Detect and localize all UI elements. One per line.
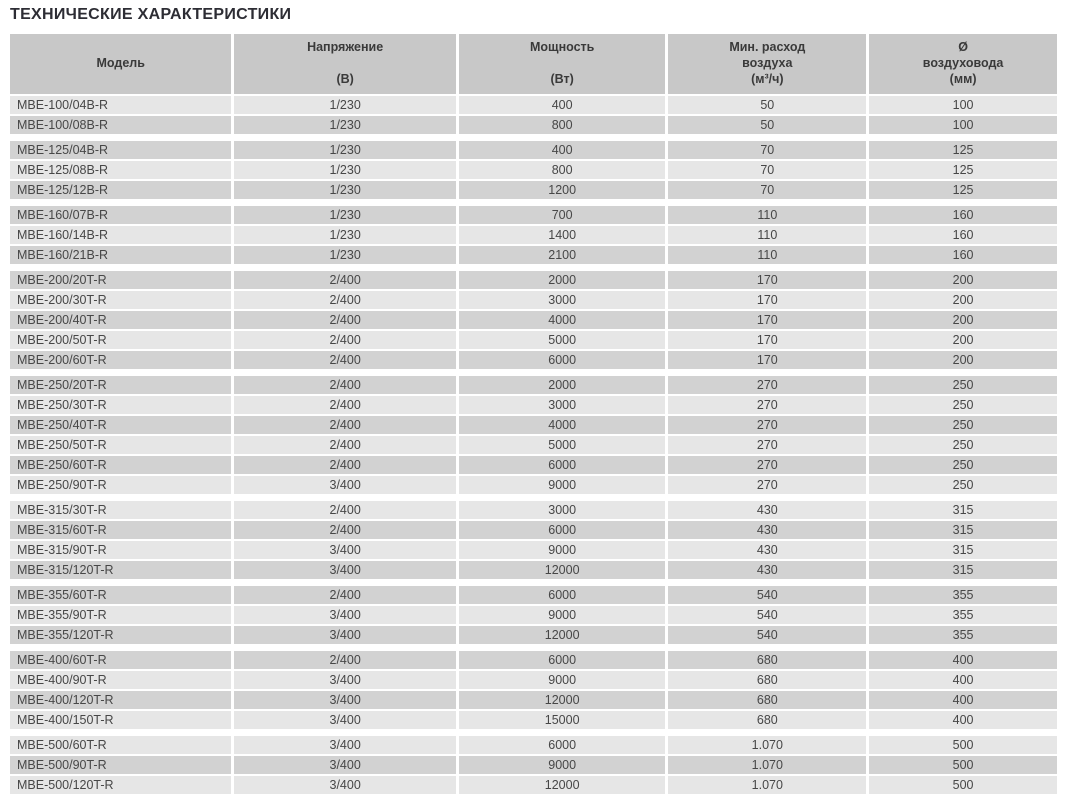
table-row [10, 311, 1057, 329]
diameter-cell: 200 [869, 291, 1057, 309]
voltage-cell: 1/230 [234, 246, 455, 264]
column-header-label: Модель [96, 56, 145, 70]
diameter-cell: 500 [869, 736, 1057, 754]
table-row [10, 226, 1057, 244]
table-row [10, 141, 1057, 159]
column-header-unit: (мм) [949, 72, 977, 86]
table-group [10, 736, 1057, 794]
diameter-cell: 200 [869, 311, 1057, 329]
model-cell: MBE-200/50T-R [10, 331, 231, 349]
voltage-cell: 2/400 [234, 586, 455, 604]
voltage-cell: 2/400 [234, 351, 455, 369]
table-row [10, 501, 1057, 519]
airflow-cell: 270 [668, 416, 866, 434]
model-cell: MBE-500/90T-R [10, 756, 231, 774]
model-cell: MBE-355/120T-R [10, 626, 231, 644]
diameter-cell: 400 [869, 691, 1057, 709]
airflow-cell: 270 [668, 436, 866, 454]
model-cell: MBE-200/30T-R [10, 291, 231, 309]
airflow-cell: 430 [668, 541, 866, 559]
column-header-unit: (м³/ч) [751, 72, 784, 86]
voltage-cell: 2/400 [234, 376, 455, 394]
table-row [10, 586, 1057, 604]
voltage-cell: 2/400 [234, 436, 455, 454]
column-header-unit: (В) [336, 72, 354, 86]
model-cell: MBE-125/12B-R [10, 181, 231, 199]
voltage-cell: 1/230 [234, 96, 455, 114]
airflow-cell: 110 [668, 206, 866, 224]
model-cell: MBE-100/08B-R [10, 116, 231, 134]
airflow-cell: 680 [668, 691, 866, 709]
power-cell: 12000 [459, 561, 666, 579]
column-header-label: Напряжение [307, 40, 384, 54]
column-header-unit: (Вт) [550, 72, 574, 86]
table-row [10, 331, 1057, 349]
airflow-cell: 680 [668, 711, 866, 729]
voltage-cell: 3/400 [234, 476, 455, 494]
model-cell: MBE-125/04B-R [10, 141, 231, 159]
table-row [10, 181, 1057, 199]
power-cell: 12000 [459, 626, 666, 644]
table-row [10, 626, 1057, 644]
table-row [10, 351, 1057, 369]
table-row [10, 436, 1057, 454]
voltage-cell: 3/400 [234, 541, 455, 559]
model-cell: MBE-200/60T-R [10, 351, 231, 369]
table-row [10, 736, 1057, 754]
diameter-cell: 355 [869, 626, 1057, 644]
airflow-cell: 170 [668, 351, 866, 369]
power-cell: 12000 [459, 776, 666, 794]
table-row [10, 521, 1057, 539]
airflow-cell: 70 [668, 141, 866, 159]
power-cell: 2000 [459, 271, 666, 289]
column-header-diameter [869, 34, 1057, 94]
table-row [10, 96, 1057, 114]
airflow-cell: 430 [668, 521, 866, 539]
power-cell: 4000 [459, 311, 666, 329]
diameter-cell: 500 [869, 776, 1057, 794]
airflow-cell: 270 [668, 456, 866, 474]
diameter-cell: 250 [869, 376, 1057, 394]
airflow-cell: 270 [668, 476, 866, 494]
model-cell: MBE-315/90T-R [10, 541, 231, 559]
airflow-cell: 270 [668, 376, 866, 394]
diameter-cell: 250 [869, 396, 1057, 414]
diameter-cell: 100 [869, 116, 1057, 134]
table-row [10, 776, 1057, 794]
airflow-cell: 680 [668, 651, 866, 669]
diameter-cell: 200 [869, 271, 1057, 289]
voltage-cell: 2/400 [234, 651, 455, 669]
voltage-cell: 1/230 [234, 226, 455, 244]
power-cell: 15000 [459, 711, 666, 729]
voltage-cell: 2/400 [234, 396, 455, 414]
table-header-row [10, 34, 1057, 94]
model-cell: MBE-355/60T-R [10, 586, 231, 604]
diameter-cell: 500 [869, 756, 1057, 774]
power-cell: 9000 [459, 541, 666, 559]
table-row [10, 396, 1057, 414]
table-row [10, 456, 1057, 474]
diameter-cell: 315 [869, 501, 1057, 519]
diameter-cell: 160 [869, 206, 1057, 224]
power-cell: 9000 [459, 476, 666, 494]
power-cell: 2000 [459, 376, 666, 394]
voltage-cell: 3/400 [234, 736, 455, 754]
voltage-cell: 3/400 [234, 756, 455, 774]
airflow-cell: 170 [668, 291, 866, 309]
model-cell: MBE-400/60T-R [10, 651, 231, 669]
table-row [10, 476, 1057, 494]
model-cell: MBE-200/20T-R [10, 271, 231, 289]
diameter-cell: 125 [869, 161, 1057, 179]
diameter-cell: 250 [869, 456, 1057, 474]
diameter-cell: 355 [869, 606, 1057, 624]
power-cell: 3000 [459, 501, 666, 519]
diameter-cell: 100 [869, 96, 1057, 114]
power-cell: 5000 [459, 436, 666, 454]
power-cell: 800 [459, 116, 666, 134]
table-row [10, 561, 1057, 579]
voltage-cell: 3/400 [234, 691, 455, 709]
column-header-voltage [234, 34, 455, 94]
airflow-cell: 540 [668, 626, 866, 644]
table-row [10, 376, 1057, 394]
table-row [10, 671, 1057, 689]
voltage-cell: 3/400 [234, 671, 455, 689]
column-header-label: Мощность [529, 40, 595, 54]
table-row [10, 291, 1057, 309]
table-row [10, 246, 1057, 264]
model-cell: MBE-500/60T-R [10, 736, 231, 754]
table-group [10, 141, 1057, 199]
diameter-cell: 200 [869, 331, 1057, 349]
model-cell: MBE-250/60T-R [10, 456, 231, 474]
table-group [10, 651, 1057, 729]
diameter-cell: 315 [869, 521, 1057, 539]
model-cell: MBE-200/40T-R [10, 311, 231, 329]
diameter-cell: 250 [869, 436, 1057, 454]
model-cell: MBE-250/50T-R [10, 436, 231, 454]
model-cell: MBE-500/120T-R [10, 776, 231, 794]
diameter-cell: 315 [869, 561, 1057, 579]
table-row [10, 161, 1057, 179]
voltage-cell: 3/400 [234, 776, 455, 794]
diameter-cell: 400 [869, 671, 1057, 689]
model-cell: MBE-250/20T-R [10, 376, 231, 394]
power-cell: 1400 [459, 226, 666, 244]
model-cell: MBE-315/60T-R [10, 521, 231, 539]
airflow-cell: 170 [668, 271, 866, 289]
airflow-cell: 270 [668, 396, 866, 414]
model-cell: MBE-400/90T-R [10, 671, 231, 689]
power-cell: 3000 [459, 396, 666, 414]
table-row [10, 116, 1057, 134]
table-group [10, 376, 1057, 494]
voltage-cell: 3/400 [234, 626, 455, 644]
power-cell: 400 [459, 141, 666, 159]
diameter-cell: 250 [869, 416, 1057, 434]
power-cell: 700 [459, 206, 666, 224]
table-group [10, 501, 1057, 579]
model-cell: MBE-400/150T-R [10, 711, 231, 729]
power-cell: 12000 [459, 691, 666, 709]
voltage-cell: 3/400 [234, 606, 455, 624]
airflow-cell: 1.070 [668, 736, 866, 754]
power-cell: 6000 [459, 736, 666, 754]
voltage-cell: 1/230 [234, 181, 455, 199]
power-cell: 9000 [459, 606, 666, 624]
airflow-cell: 540 [668, 606, 866, 624]
airflow-cell: 430 [668, 561, 866, 579]
voltage-cell: 1/230 [234, 116, 455, 134]
diameter-cell: 250 [869, 476, 1057, 494]
airflow-cell: 540 [668, 586, 866, 604]
voltage-cell: 2/400 [234, 521, 455, 539]
voltage-cell: 1/230 [234, 206, 455, 224]
power-cell: 800 [459, 161, 666, 179]
model-cell: MBE-160/21B-R [10, 246, 231, 264]
table-body [10, 96, 1057, 794]
column-header-label: Мин. расход [729, 40, 806, 54]
model-cell: MBE-355/90T-R [10, 606, 231, 624]
voltage-cell: 1/230 [234, 141, 455, 159]
diameter-cell: 355 [869, 586, 1057, 604]
power-cell: 3000 [459, 291, 666, 309]
model-cell: MBE-400/120T-R [10, 691, 231, 709]
airflow-cell: 430 [668, 501, 866, 519]
power-cell: 9000 [459, 671, 666, 689]
power-cell: 1200 [459, 181, 666, 199]
table-row [10, 541, 1057, 559]
model-cell: MBE-100/04B-R [10, 96, 231, 114]
model-cell: MBE-250/40T-R [10, 416, 231, 434]
power-cell: 4000 [459, 416, 666, 434]
airflow-cell: 110 [668, 246, 866, 264]
diameter-cell: 125 [869, 181, 1057, 199]
power-cell: 400 [459, 96, 666, 114]
model-cell: MBE-315/120T-R [10, 561, 231, 579]
diameter-cell: 160 [869, 226, 1057, 244]
diameter-cell: 315 [869, 541, 1057, 559]
column-header-power [459, 34, 666, 94]
model-cell: MBE-160/14B-R [10, 226, 231, 244]
column-header-model [10, 34, 231, 94]
power-cell: 2100 [459, 246, 666, 264]
diameter-symbol: Ø [958, 40, 968, 54]
power-cell: 6000 [459, 456, 666, 474]
table-row [10, 691, 1057, 709]
table-row [10, 271, 1057, 289]
voltage-cell: 2/400 [234, 456, 455, 474]
voltage-cell: 2/400 [234, 311, 455, 329]
power-cell: 6000 [459, 351, 666, 369]
voltage-cell: 2/400 [234, 416, 455, 434]
model-cell: MBE-250/90T-R [10, 476, 231, 494]
airflow-cell: 110 [668, 226, 866, 244]
power-cell: 9000 [459, 756, 666, 774]
airflow-cell: 50 [668, 96, 866, 114]
airflow-cell: 170 [668, 311, 866, 329]
diameter-cell: 400 [869, 651, 1057, 669]
column-header-airflow [668, 34, 866, 94]
power-cell: 6000 [459, 651, 666, 669]
table-group [10, 271, 1057, 369]
diameter-cell: 125 [869, 141, 1057, 159]
model-cell: MBE-160/07B-R [10, 206, 231, 224]
power-cell: 5000 [459, 331, 666, 349]
model-cell: MBE-315/30T-R [10, 501, 231, 519]
column-header-label2: воздуховода [922, 56, 1004, 70]
table-row [10, 606, 1057, 624]
table-row [10, 416, 1057, 434]
table-group [10, 96, 1057, 134]
model-cell: MBE-250/30T-R [10, 396, 231, 414]
column-header-label2: воздуха [742, 56, 793, 70]
table-row [10, 756, 1057, 774]
voltage-cell: 2/400 [234, 291, 455, 309]
power-cell: 6000 [459, 521, 666, 539]
page-title: ТЕХНИЧЕСКИЕ ХАРАКТЕРИСТИКИ [10, 6, 292, 23]
table-group [10, 586, 1057, 644]
airflow-cell: 680 [668, 671, 866, 689]
airflow-cell: 170 [668, 331, 866, 349]
table-row [10, 206, 1057, 224]
airflow-cell: 1.070 [668, 756, 866, 774]
table-row [10, 711, 1057, 729]
airflow-cell: 70 [668, 181, 866, 199]
voltage-cell: 2/400 [234, 501, 455, 519]
voltage-cell: 3/400 [234, 711, 455, 729]
specifications-table [10, 34, 1057, 794]
voltage-cell: 2/400 [234, 331, 455, 349]
power-cell: 6000 [459, 586, 666, 604]
diameter-cell: 200 [869, 351, 1057, 369]
voltage-cell: 2/400 [234, 271, 455, 289]
model-cell: MBE-125/08B-R [10, 161, 231, 179]
diameter-cell: 400 [869, 711, 1057, 729]
airflow-cell: 70 [668, 161, 866, 179]
table-group [10, 206, 1057, 264]
voltage-cell: 3/400 [234, 561, 455, 579]
table-row [10, 651, 1057, 669]
diameter-cell: 160 [869, 246, 1057, 264]
voltage-cell: 1/230 [234, 161, 455, 179]
airflow-cell: 50 [668, 116, 866, 134]
airflow-cell: 1.070 [668, 776, 866, 794]
